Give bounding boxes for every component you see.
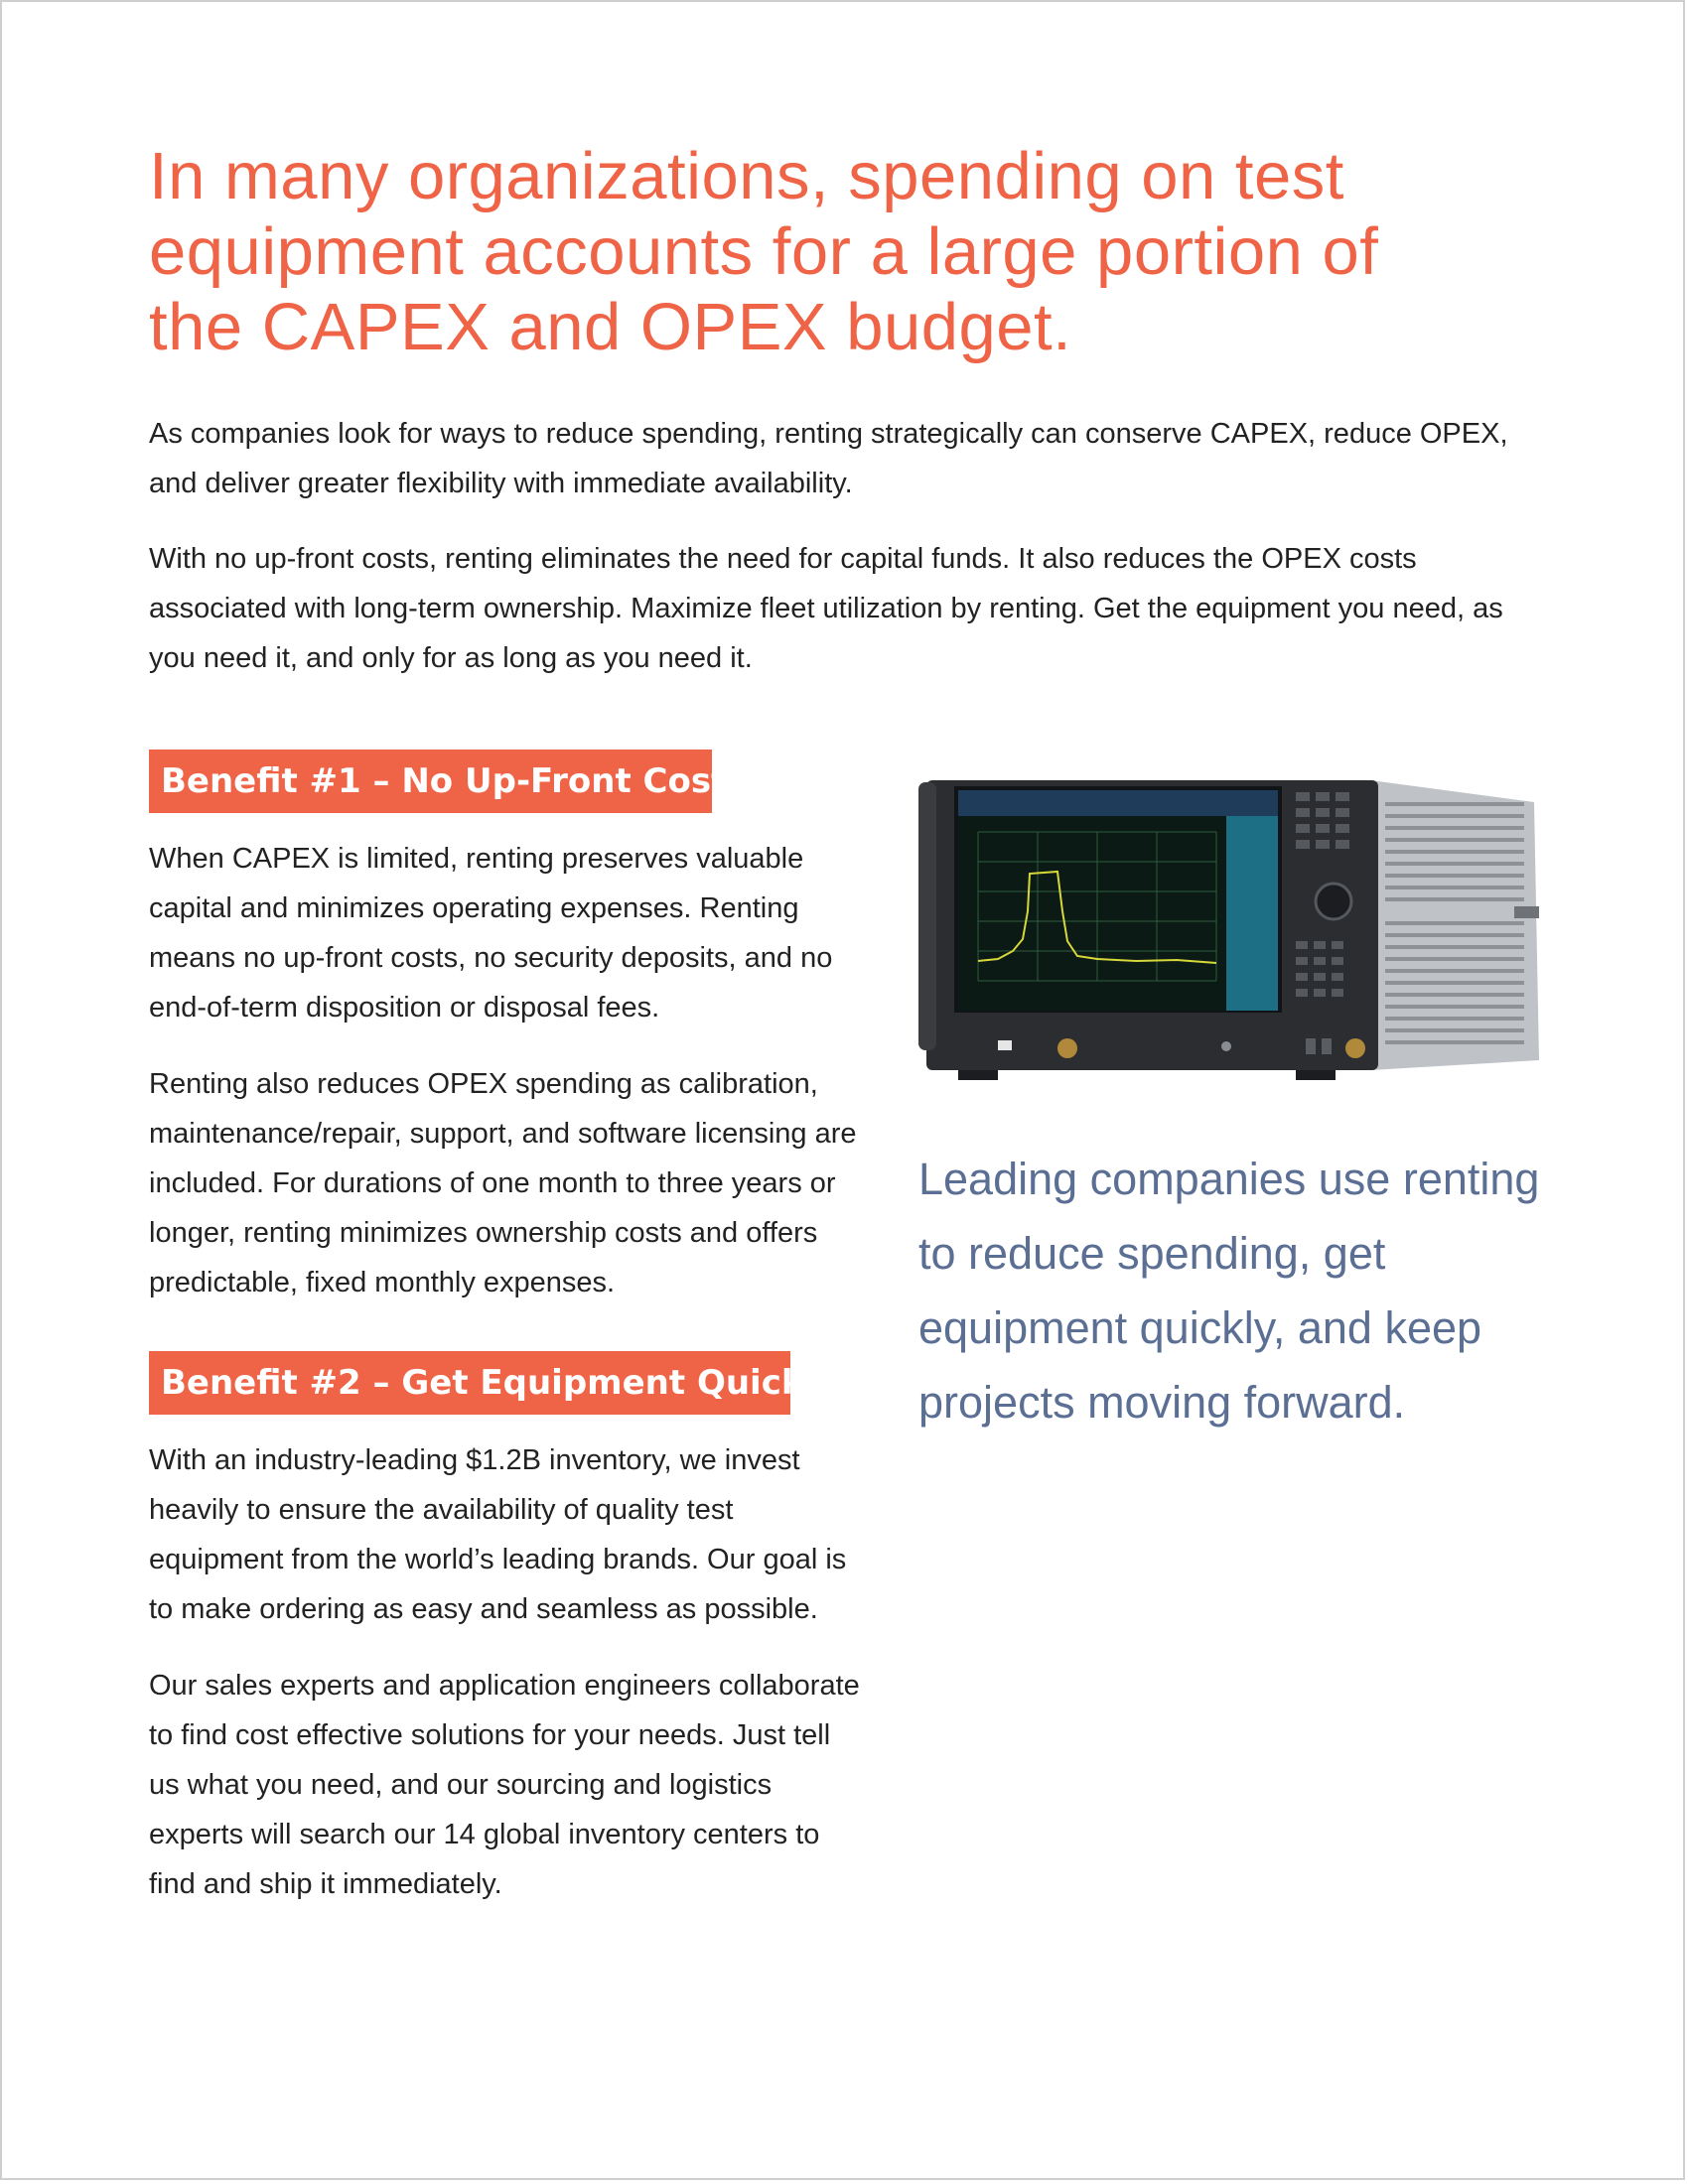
benefit-1-paragraph-1: When CAPEX is limited, renting preserves valuable capital and minimizes operating expenses. Renting means no up-front costs, no security deposits, and no end-of-term disposition or disposal fees.: [149, 843, 833, 1024]
intro-paragraph-2: With no up-front costs, renting eliminates the need for capital funds. It also reduces the OPEX costs associated with long-term ownership. Maximize fleet utilization by renting. Get the equipment you need, as you need it, and only for as long as you need it.: [149, 543, 1503, 674]
signal-analyzer-illustration: [918, 772, 1544, 1083]
benefit-2-paragraph-2: Our sales experts and application engineers collaborate to find cost effective solutions for your needs. Just tell us what you need, and our sourcing and logistics experts will search our 14 global inventory centers to find and ship it immediately.: [149, 1670, 860, 1900]
pull-quote: Leading companies use renting to reduce spending, get equipment quickly, and keep projects moving forward.: [918, 1154, 1540, 1428]
page-headline: In many organizations, spending on test equipment accounts for a large portion of the CAPEX and OPEX budget.: [149, 139, 1379, 364]
benefit-1-paragraph-2: Renting also reduces OPEX spending as calibration, maintenance/repair, support, and software licensing are included. For durations of one month to three years or longer, renting minimizes ownership costs and offers predictable, fixed monthly expenses.: [149, 1068, 857, 1298]
intro-paragraph-1: As companies look for ways to reduce spending, renting strategically can conserve CAPEX, reduce OPEX, and deliver greater flexibility with immediate availability.: [149, 418, 1508, 499]
benefit-1-heading: Benefit #1 – No Up-Front Costs: [149, 750, 712, 813]
signal-analyzer-image: [918, 772, 1544, 1083]
benefit-2-heading: Benefit #2 – Get Equipment Quickly: [149, 1351, 790, 1415]
benefit-2-paragraph-1: With an industry-leading $1.2B inventory, we invest heavily to ensure the availability of quality test equipment from the world’s leading brands. Our goal is to make ordering as easy and seamless as possible.: [149, 1444, 847, 1625]
